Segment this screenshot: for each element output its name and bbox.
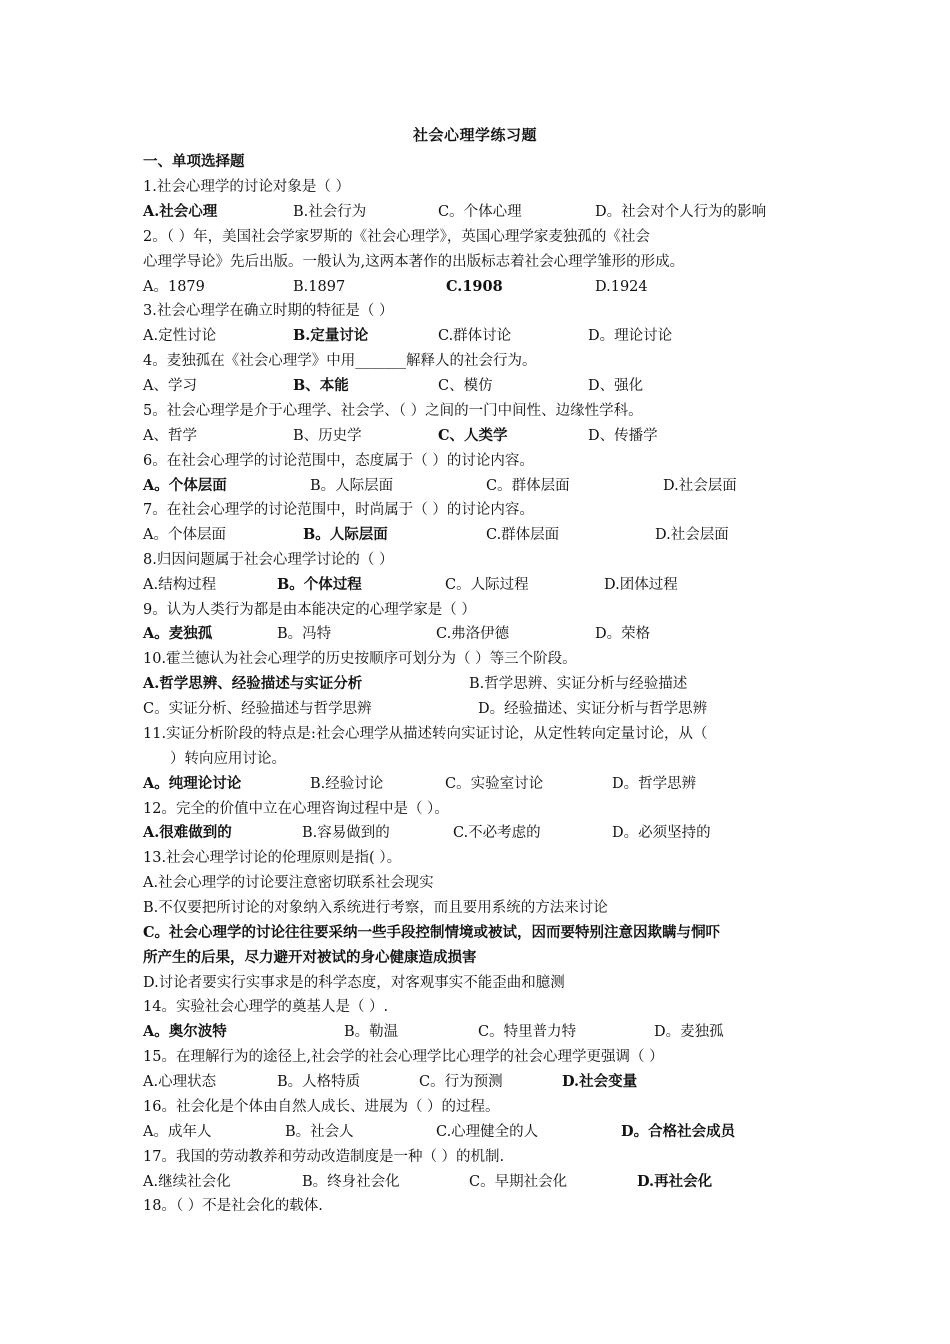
option-4b: B、本能	[293, 377, 349, 394]
option-5a: A、哲学	[143, 428, 197, 444]
question-14: 14。实验社会心理学的奠基人是（ ）.	[143, 999, 389, 1015]
option-10b: B.哲学思辨、实证分析与经验描述	[469, 676, 688, 692]
option-8a: A.结构过程	[143, 577, 217, 593]
option-14d: D。麦独孤	[654, 1024, 724, 1040]
option-13a: A.社会心理学的讨论要注意密切联系社会现实	[143, 875, 434, 891]
question-1: 1.社会心理学的讨论对象是（ ）	[143, 179, 350, 195]
option-6a: A。个体层面	[143, 477, 227, 494]
question-2: 2。（ ）年，美国社会学家罗斯的《社会心理学》，英国心理学家麦独孤的《社会	[143, 229, 650, 245]
option-5c: C、人类学	[438, 427, 508, 444]
question-12: 12。完全的价值中立在心理咨询过程中是（ ）。	[143, 801, 449, 817]
option-8b: B。个体过程	[277, 576, 362, 593]
option-2c: C.1908	[446, 278, 503, 295]
option-15d: D.社会变量	[562, 1073, 638, 1090]
option-17d: D.再社会化	[637, 1173, 713, 1190]
option-11a: A。纯理论讨论	[143, 775, 242, 792]
option-11b: B.经验讨论	[310, 776, 384, 792]
question-4: 4。麦独孤在《社会心理学》中用_______解释人的社会行为。	[143, 353, 537, 369]
option-7d: D.社会层面	[655, 527, 729, 543]
option-2a: A。1879	[143, 279, 205, 295]
document-title: 社会心理学练习题	[412, 126, 537, 144]
option-12d: D。必须坚持的	[612, 825, 711, 841]
option-16d: D。合格社会成员	[621, 1123, 736, 1140]
question-10: 10.霍兰德认为社会心理学的历史按顺序可划分为（ ）等三个阶段。	[143, 651, 577, 667]
option-9d: D。荣格	[595, 626, 651, 642]
option-11d: D。哲学思辨	[612, 776, 697, 792]
question-13: 13.社会心理学讨论的伦理原则是指( ）。	[143, 850, 402, 866]
option-10a: A.哲学思辨、经验描述与实证分析	[143, 675, 363, 692]
option-14b: B。勒温	[344, 1024, 399, 1040]
question-7: 7。在社会心理学的讨论范围中，时尚属于（ ）的讨论内容。	[143, 502, 534, 518]
option-7c: C.群体层面	[486, 527, 560, 543]
option-11c: C。实验室讨论	[445, 776, 544, 792]
option-12a: A.很难做到的	[143, 824, 232, 841]
option-13c: C。社会心理学的讨论往往要采纳一些手段控制情境或被试，因而要特别注意因欺瞒与恫吓	[143, 924, 721, 941]
option-15a: A.心理状态	[143, 1074, 217, 1090]
option-9b: B。冯特	[277, 626, 332, 642]
option-3d: D。理论讨论	[588, 328, 673, 344]
option-9a: A。麦独孤	[143, 625, 213, 642]
option-13d: D.讨论者要实行实事求是的科学态度，对客观事实不能歪曲和臆测	[143, 975, 565, 991]
option-15c: C。行为预测	[419, 1074, 503, 1090]
question-2-cont: 心理学导论》先后出版。一般认为,这两本著作的出版标志着社会心理学雏形的形成。	[143, 254, 685, 270]
option-6d: D.社会层面	[663, 478, 737, 494]
section-heading: 一、单项选择题	[143, 153, 245, 170]
option-4a: A、学习	[143, 378, 197, 394]
question-9: 9。认为人类行为都是由本能决定的心理学家是（ ）	[143, 602, 476, 618]
option-1d: D。社会对个人行为的影响	[595, 204, 767, 220]
option-12b: B.容易做到的	[302, 825, 390, 841]
option-6c: C。群体层面	[486, 478, 570, 494]
option-12c: C.不必考虑的	[453, 825, 541, 841]
option-14a: A。奥尔波特	[143, 1023, 227, 1040]
question-8: 8.归因问题属于社会心理学讨论的（ ）	[143, 552, 394, 568]
option-6b: B。人际层面	[310, 478, 394, 494]
option-16b: B。社会人	[285, 1124, 354, 1140]
option-14c: C。特里普力特	[478, 1024, 577, 1040]
option-3b: B.定量讨论	[293, 327, 369, 344]
option-2b: B.1897	[293, 279, 346, 295]
option-1a: A.社会心理	[143, 203, 218, 220]
option-5d: D、传播学	[588, 428, 658, 444]
option-10c: C。实证分析、经验描述与哲学思辨	[143, 701, 372, 717]
option-3a: A.定性讨论	[143, 328, 217, 344]
option-8c: C。人际过程	[445, 577, 529, 593]
option-7b: B。人际层面	[303, 526, 388, 543]
option-16a: A。成年人	[143, 1124, 212, 1140]
option-8d: D.团体过程	[604, 577, 678, 593]
question-11-cont: ）转向应用讨论。	[170, 751, 286, 767]
question-3: 3.社会心理学在确立时期的特征是（ ）	[143, 303, 394, 319]
question-6: 6。在社会心理学的讨论范围中，态度属于（ ）的讨论内容。	[143, 453, 534, 469]
question-16: 16。社会化是个体由自然人成长、进展为（ ）的过程。	[143, 1099, 500, 1115]
option-1c: C。个体心理	[438, 204, 522, 220]
option-5b: B、历史学	[293, 428, 362, 444]
question-11: 11.实证分析阶段的特点是:社会心理学从描述转向实证讨论，从定性转向定量讨论，从（	[143, 726, 708, 742]
option-10d: D。经验描述、实证分析与哲学思辨	[478, 701, 708, 717]
option-17a: A.继续社会化	[143, 1174, 231, 1190]
option-16c: C.心理健全的人	[436, 1124, 539, 1140]
option-4d: D、强化	[588, 378, 644, 394]
option-2d: D.1924	[595, 279, 648, 295]
question-18: 18。（ ）不是社会化的载体.	[143, 1198, 323, 1214]
question-5: 5。社会心理学是介于心理学、社会学、（ ）之间的一门中间性、边缘性学科。	[143, 403, 643, 419]
option-7a: A。个体层面	[143, 527, 226, 543]
option-15b: B。人格特质	[277, 1074, 361, 1090]
option-17b: B。终身社会化	[302, 1174, 400, 1190]
option-4c: C、模仿	[438, 378, 493, 394]
option-1b: B.社会行为	[293, 204, 367, 220]
option-13c-cont: 所产生的后果，尽力避开对被试的身心健康造成损害	[143, 949, 477, 966]
question-17: 17。我国的劳动教养和劳动改造制度是一种（ ）的机制.	[143, 1149, 505, 1165]
option-3c: C.群体讨论	[438, 328, 512, 344]
option-13b: B.不仅要把所讨论的对象纳入系统进行考察，而且要用系统的方法来讨论	[143, 900, 608, 916]
option-17c: C。早期社会化	[469, 1174, 568, 1190]
question-15: 15。在理解行为的途径上,社会学的社会心理学比心理学的社会心理学更强调（ ）	[143, 1049, 664, 1065]
option-9c: C.弗洛伊德	[436, 626, 510, 642]
